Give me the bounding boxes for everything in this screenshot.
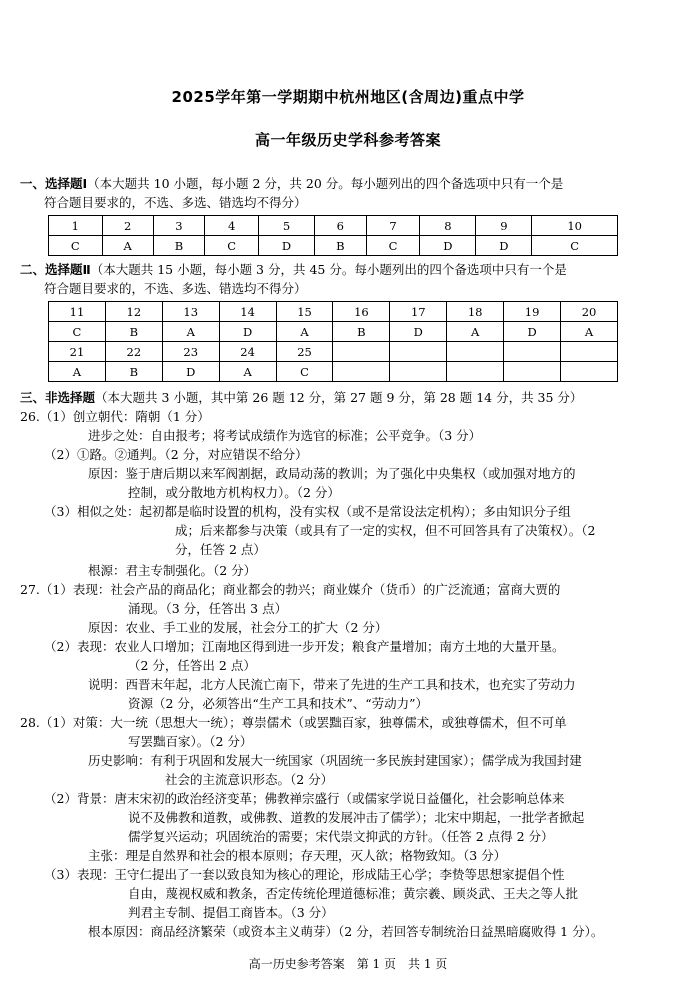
question-number: 13	[162, 302, 219, 322]
section2-desc: （本大题共 15 小题，每小题 3 分，共 45 分。每小题列出的四个备选项中只有一个是	[90, 262, 567, 277]
answer-cell: A	[162, 322, 219, 342]
answer-line: 社会的主流意识形态。（2 分）	[165, 772, 334, 787]
document-title: 2025学年第一学期期中杭州地区(含周边)重点中学	[171, 88, 525, 106]
answer-cell: D	[504, 322, 561, 342]
question-number: 18	[447, 302, 504, 322]
answer-line: 儒学复兴运动；巩固统治的需要；宋代崇文抑武的方针。（任答 2 点得 2 分）	[128, 829, 554, 844]
answer-line: 成；后来都参与决策（或具有了一定的实权，但不可回答具有了决策权）。（2	[175, 523, 596, 538]
answer-line: 分，任答 2 点）	[175, 542, 266, 557]
answer-line: （2 分，任答出 2 点）	[128, 658, 256, 673]
answer-line: 写罢黜百家）。（2 分）	[128, 734, 253, 749]
answer-line: 原因：鉴于唐后期以来军阀割据，政局动荡的教训；为了强化中央集权（或加强对地方的	[88, 466, 576, 481]
question-number: 25	[276, 342, 333, 362]
question-number	[447, 342, 504, 362]
answer-line: 控制，或分散地方机构权力）。（2 分）	[128, 485, 340, 500]
answer-line: 涌现。（3 分，任答出 3 点）	[128, 601, 288, 616]
section2-heading	[20, 261, 567, 279]
answer-line: 自由，蔑视权威和教条，否定传统伦理道德标准；黄宗羲、顾炎武、王夫之等人批	[128, 886, 579, 901]
section1-heading	[20, 175, 563, 193]
answer-line: （2）背景：唐末宋初的政治经济变革；佛教禅宗盛行（或儒家学说日益僵化，社会影响总体来	[44, 791, 565, 806]
answer-cell	[447, 362, 504, 382]
answer-line: 进步之处：自由报考；将考试成绩作为选官的标准；公平竞争。（3 分）	[88, 428, 482, 443]
section1-answer-table	[48, 215, 618, 256]
answer-line: 28.（1）对策：大一统（思想大一统）；尊崇儒术（或罢黜百家，独尊儒术，或独尊儒术，但不可单	[20, 715, 567, 730]
answer-cell	[333, 362, 390, 382]
question-number: 22	[105, 342, 162, 362]
question-number: 1	[49, 216, 103, 236]
question-number: 7	[366, 216, 420, 236]
answer-cell: D	[259, 236, 315, 256]
section3-label: 三、非选择题	[20, 390, 96, 405]
question-number: 11	[49, 302, 106, 322]
answer-line: 根源：君主专制强化。（2 分）	[88, 563, 257, 578]
page-footer: 高一历史参考答案 第 1 页 共 1 页	[248, 957, 448, 971]
question-number: 10	[532, 216, 618, 236]
question-number: 9	[476, 216, 532, 236]
answer-cell: D	[390, 322, 447, 342]
answer-line: 说明：西晋末年起，北方人民流亡南下，带来了先进的生产工具和技术，也充实了劳动力	[88, 677, 576, 692]
answer-line: （2）表现：农业人口增加；江南地区得到进一步开发；粮食产量增加；南方土地的大量开垦。	[44, 639, 565, 654]
answer-line: （2）①路。②通判。（2 分，对应错误不给分）	[44, 447, 308, 462]
question-number	[504, 342, 561, 362]
answer-cell: B	[153, 236, 205, 256]
answer-cell: D	[162, 362, 219, 382]
question-number: 21	[49, 342, 106, 362]
question-number: 24	[219, 342, 276, 362]
answer-cell: A	[561, 322, 618, 342]
question-number: 19	[504, 302, 561, 322]
section2-answer-row	[49, 322, 618, 342]
section3-desc: （本大题共 3 小题，其中第 26 题 12 分，第 27 题 9 分，第 28 题 14 分，共 35 分）	[95, 390, 583, 405]
answer-line: 26.（1）创立朝代：隋朝（1 分）	[20, 409, 210, 424]
section2-number-row	[49, 302, 618, 322]
question-number: 23	[162, 342, 219, 362]
section2-answer-table	[48, 301, 618, 382]
section2-label: 二、选择题Ⅱ	[20, 262, 91, 277]
question-number	[390, 342, 447, 362]
section2-desc-line2: 符合题目要求的，不选、多选、错选均不得分）	[44, 281, 307, 296]
question-number: 6	[314, 216, 366, 236]
answer-cell: D	[476, 236, 532, 256]
answer-cell	[390, 362, 447, 382]
answer-line: 根本原因：商品经济繁荣（或资本主义萌芽）（2 分，若回答专制统治日益黑暗腐败得 1 分）。	[88, 924, 604, 939]
answer-cell: C	[532, 236, 618, 256]
answer-cell: A	[219, 362, 276, 382]
answer-cell: D	[219, 322, 276, 342]
answer-cell	[504, 362, 561, 382]
answer-cell: A	[102, 236, 153, 256]
section1-desc: （本大题共 10 小题，每小题 2 分，共 20 分。每小题列出的四个备选项中只有一个是	[87, 176, 564, 191]
answer-cell: A	[276, 322, 333, 342]
answer-cell: B	[105, 322, 162, 342]
answer-cell: D	[420, 236, 476, 256]
section1-desc-line2: 符合题目要求的，不选、多选、错选均不得分）	[44, 195, 307, 210]
document-subtitle: 高一年级历史学科参考答案	[254, 131, 441, 149]
question-number: 12	[105, 302, 162, 322]
section2-answer-row	[49, 362, 618, 382]
question-number: 3	[153, 216, 205, 236]
answer-cell	[561, 362, 618, 382]
answer-line: 资源（2 分，必须答出“生产工具和技术”、“劳动力”）	[128, 696, 428, 711]
section3-heading	[20, 389, 582, 407]
question-number: 16	[333, 302, 390, 322]
answer-cell: C	[49, 322, 106, 342]
answer-cell: B	[314, 236, 366, 256]
answer-line: （3）表现：王守仁提出了一套以致良知为核心的理论，形成陆王心学；李贽等思想家提倡个性	[44, 867, 565, 882]
answer-line: 27.（1）表现：社会产品的商品化；商业都会的勃兴；商业媒介（货币）的广泛流通；富商大贾的	[20, 582, 561, 597]
question-number: 2	[102, 216, 153, 236]
answer-line: 主张：理是自然界和社会的根本原则；存天理，灭人欲；格物致知。（3 分）	[88, 848, 507, 863]
section1-number-row	[49, 216, 618, 236]
answer-cell: B	[105, 362, 162, 382]
question-number: 20	[561, 302, 618, 322]
answer-cell: C	[205, 236, 259, 256]
answer-line: 历史影响：有利于巩固和发展大一统国家（巩固统一多民族封建国家）；儒学成为我国封建	[88, 753, 582, 768]
answer-line: 说不及佛教和道教，或佛教、道教的发展冲击了儒学）；北宋中期起，一批学者掀起	[128, 810, 585, 825]
answer-cell: A	[49, 362, 106, 382]
question-number	[561, 342, 618, 362]
section1-answer-row	[49, 236, 618, 256]
answer-cell: C	[49, 236, 103, 256]
question-number: 14	[219, 302, 276, 322]
question-number: 15	[276, 302, 333, 322]
answer-line: 判君主专制、提倡工商皆本。（3 分）	[128, 905, 334, 920]
question-number: 4	[205, 216, 259, 236]
answer-cell: C	[366, 236, 420, 256]
answer-cell: B	[333, 322, 390, 342]
question-number: 17	[390, 302, 447, 322]
answer-cell: A	[447, 322, 504, 342]
section2-number-row	[49, 342, 618, 362]
answer-cell: C	[276, 362, 333, 382]
question-number: 8	[420, 216, 476, 236]
section1-label: 一、选择题Ⅰ	[20, 176, 88, 191]
answer-line: 原因：农业、手工业的发展，社会分工的扩大（2 分）	[88, 620, 388, 635]
question-number	[333, 342, 390, 362]
answer-line: （3）相似之处：起初都是临时设置的机构，没有实权（或不是常设法定机构）；多由知识分子组	[44, 504, 571, 519]
question-number: 5	[259, 216, 315, 236]
